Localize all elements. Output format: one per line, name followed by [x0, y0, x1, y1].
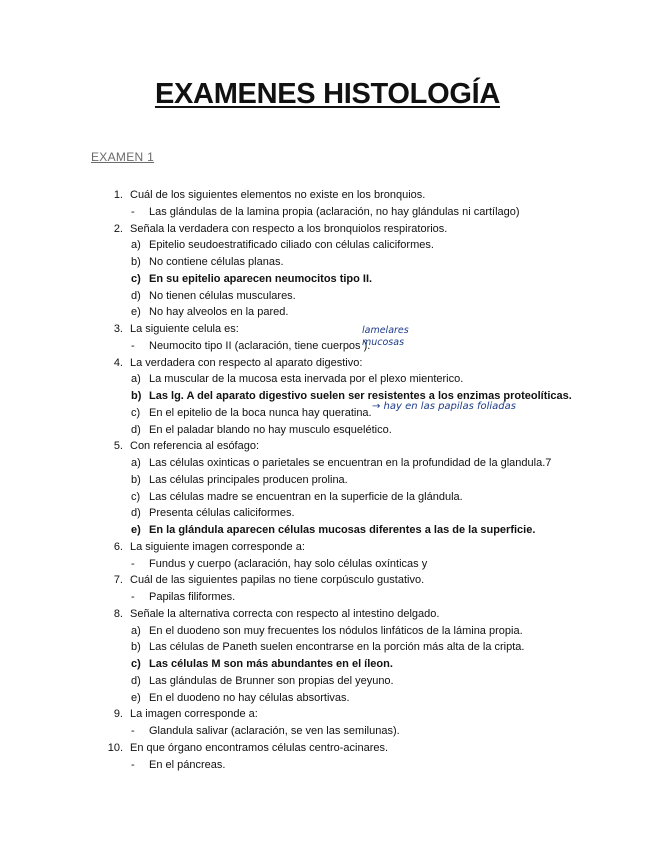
question-text: Cuál de los siguientes elementos no existe en los bronquios.: [130, 189, 426, 201]
question-text: La imagen corresponde a:: [130, 708, 258, 721]
answer-item: [0, 204, 655, 221]
question-item: [0, 355, 655, 372]
question-number: 6.: [113, 540, 123, 553]
option-text: Las células oxinticas o parietales se encuentran en la profundidad de la glandula.7: [149, 457, 552, 469]
option-item: [0, 656, 655, 673]
option-marker: d): [131, 423, 141, 436]
option-marker: a): [131, 239, 141, 252]
option-marker: a): [131, 624, 141, 637]
document-title: EXAMENES HISTOLOGÍA: [154, 78, 501, 110]
answer-item: [0, 589, 655, 606]
question-number: 8.: [113, 607, 123, 620]
option-text: Epitelio seudoestratificado ciliado con células caliciformes.: [149, 239, 434, 252]
question-item: [0, 706, 655, 723]
option-text: En el paladar blando no hay musculo esquelético.: [149, 423, 392, 436]
option-item: [0, 690, 655, 707]
option-text: En el epitelio de la boca nunca hay queratina.: [149, 406, 372, 419]
question-number: 9.: [113, 708, 123, 721]
option-text: Glandula salivar (aclaración, se ven las semilunas).: [149, 725, 400, 737]
question-text: Cuál de las siguientes papilas no tiene corpúsculo gustativo.: [130, 574, 425, 587]
question-item: [0, 321, 655, 338]
question-number: 3.: [113, 323, 123, 335]
question-item: [0, 221, 655, 238]
question-item: [0, 539, 655, 556]
answer-item: [0, 757, 655, 774]
option-marker: b): [131, 390, 142, 402]
option-text: Las células madre se encuentran en la superficie de la glándula.: [149, 490, 463, 503]
answer-item: [0, 556, 655, 573]
option-text: Las lg. A del aparato digestivo suelen ser resistentes a los enzimas proteolíticas.: [149, 390, 572, 402]
question-text: La siguiente celula es:: [130, 323, 239, 335]
question-item: [0, 438, 655, 455]
question-number: 1.: [113, 189, 123, 201]
option-item: [0, 371, 655, 388]
option-text: No tienen células musculares.: [149, 289, 296, 302]
option-item: [0, 422, 655, 439]
handwritten-note-papilas: → hay en las papilas foliadas: [372, 401, 516, 412]
option-marker: d): [131, 289, 141, 302]
handwritten-note-mucosas: mucosas: [362, 337, 405, 348]
option-marker: b): [131, 641, 141, 654]
option-marker: -: [131, 591, 135, 603]
question-item: [0, 187, 655, 204]
option-item: [0, 639, 655, 656]
option-item: [0, 254, 655, 271]
option-marker: -: [131, 205, 135, 218]
option-text: Las células principales producen prolina.: [149, 473, 348, 486]
option-text: Papilas filiformes.: [149, 591, 236, 603]
option-marker: c): [131, 490, 141, 503]
option-marker: b): [131, 256, 141, 268]
option-text: Neumocito tipo II (aclaración, tiene cuerpos ).: [149, 339, 371, 352]
option-text: En el duodeno no hay células absortivas.: [149, 691, 350, 704]
option-text: En su epitelio aparecen neumocitos tipo II.: [149, 272, 373, 285]
option-item: [0, 505, 655, 522]
option-item: [0, 522, 655, 539]
option-marker: e): [131, 524, 141, 536]
option-marker: a): [131, 373, 141, 386]
option-text: Las células de Paneth suelen encontrarse en la porción más alta de la cripta.: [149, 641, 525, 654]
option-text: Fundus y cuerpo (aclaración, hay solo células oxínticas y: [149, 557, 428, 570]
option-item: [0, 304, 655, 321]
question-number: 4.: [113, 356, 123, 369]
question-text: En que órgano encontramos células centro-acinares.: [130, 741, 389, 754]
option-marker: d): [131, 674, 141, 687]
option-marker: d): [131, 507, 141, 520]
question-text: Señale la alternativa correcta con respecto al intestino delgado.: [130, 607, 440, 620]
question-text: La verdadera con respecto al aparato digestivo:: [130, 356, 363, 369]
option-item: [0, 623, 655, 640]
option-marker: c): [131, 406, 141, 419]
question-item: [0, 572, 655, 589]
option-text: Presenta células caliciformes.: [149, 507, 295, 520]
option-marker: e): [131, 691, 141, 704]
option-text: En el duodeno son muy frecuentes los nódulos linfáticos de la lámina propia.: [149, 624, 523, 637]
option-text: Las glándulas de la lamina propia (aclaración, no hay glándulas ni cartílago): [149, 205, 520, 218]
question-text: Señala la verdadera con respecto a los bronquiolos respiratorios.: [130, 222, 448, 235]
option-text: En la glándula aparecen células mucosas diferentes a las de la superficie.: [149, 524, 536, 536]
option-marker: a): [131, 457, 141, 469]
option-item: [0, 271, 655, 288]
option-item: [0, 673, 655, 690]
option-item: [0, 472, 655, 489]
question-number: 5.: [113, 440, 123, 453]
option-text: Las células M son más abundantes en el íleon.: [149, 658, 393, 670]
option-item: [0, 237, 655, 254]
option-item: [0, 489, 655, 506]
section-heading: EXAMEN 1: [91, 150, 155, 164]
question-item: [0, 606, 655, 623]
option-marker: -: [131, 725, 135, 737]
answer-item: [0, 338, 655, 355]
option-text: La muscular de la mucosa esta inervada por el plexo mienterico.: [149, 373, 464, 386]
question-text: Con referencia al esófago:: [130, 440, 260, 453]
option-marker: -: [131, 758, 135, 771]
option-text: No hay alveolos en la pared.: [149, 306, 289, 319]
option-text: No contiene células planas.: [149, 256, 284, 268]
option-text: En el páncreas.: [149, 758, 226, 771]
handwritten-note-lamelares: lamelares: [362, 325, 409, 336]
option-marker: b): [131, 473, 141, 486]
question-item: [0, 740, 655, 757]
question-list: [0, 187, 655, 773]
option-marker: -: [131, 557, 135, 570]
option-item: [0, 288, 655, 305]
option-marker: c): [131, 272, 141, 285]
option-item: [0, 388, 655, 405]
question-number: 2.: [113, 222, 123, 235]
question-number: 7.: [113, 574, 123, 587]
option-marker: c): [131, 658, 141, 670]
question-text: La siguiente imagen corresponde a:: [130, 540, 305, 553]
option-item: [0, 405, 655, 422]
option-marker: -: [131, 339, 135, 352]
option-item: [0, 455, 655, 472]
answer-item: [0, 723, 655, 740]
option-marker: e): [131, 306, 141, 319]
question-number: 10.: [107, 741, 123, 754]
option-text: Las glándulas de Brunner son propias del yeyuno.: [149, 674, 394, 687]
